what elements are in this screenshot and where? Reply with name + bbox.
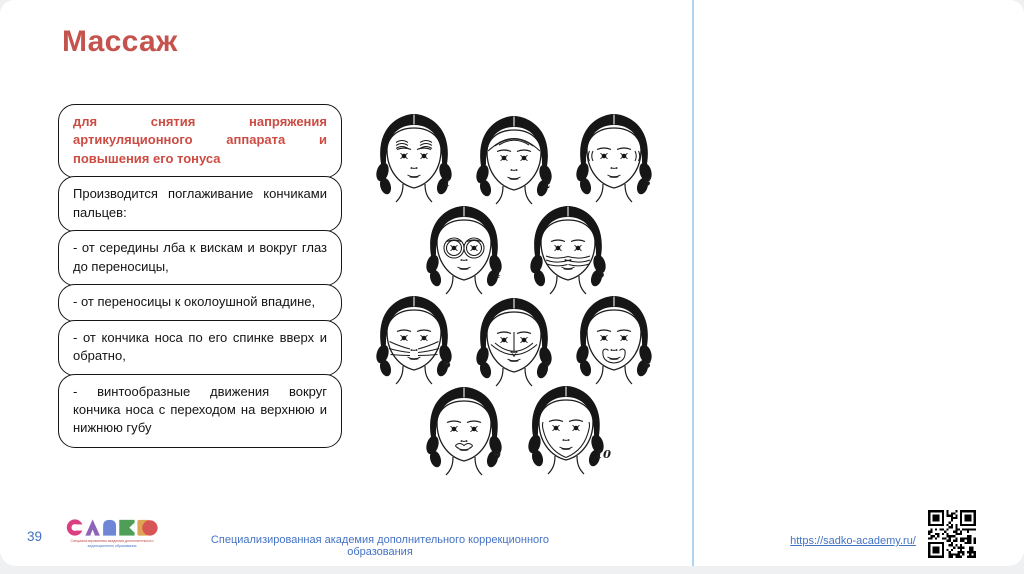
face-number: 10 — [595, 447, 612, 461]
face-illustration-7 — [472, 296, 556, 390]
girl-face-icon — [422, 204, 506, 298]
face-illustration-2 — [472, 114, 556, 208]
qr-code-icon — [927, 509, 977, 559]
girl-face-icon — [472, 114, 556, 208]
face-number: 4 — [493, 267, 502, 281]
face-number: 6 — [443, 357, 452, 371]
logo-caption-line1: Специализированная академия дополнительного — [70, 539, 154, 543]
instruction-box: - от переносицы к околоушной впадине, — [58, 284, 342, 321]
face-number: 9 — [493, 448, 502, 462]
sadko-logo — [64, 517, 160, 549]
girl-face-icon — [572, 294, 656, 388]
vertical-divider — [692, 0, 694, 566]
organization-name: Специализированная академия дополнительного коррекционного образования — [210, 534, 550, 558]
girl-face-icon — [526, 204, 610, 298]
face-number: 8 — [643, 357, 652, 371]
page-number: 39 — [27, 529, 43, 544]
face-number: 7 — [543, 359, 552, 373]
face-number: 3 — [643, 175, 652, 189]
qr-code — [927, 509, 977, 559]
girl-face-icon — [372, 294, 456, 388]
page-title: Массаж — [62, 25, 178, 58]
girl-face-icon — [524, 384, 608, 478]
face-illustration-9 — [422, 385, 506, 479]
face-number: 1 — [443, 175, 452, 189]
instruction-boxes — [58, 106, 342, 448]
instruction-box: - от середины лба к вискам и вокруг глаз до переносицы, — [58, 230, 342, 286]
girl-face-icon — [572, 112, 656, 206]
face-number: 2 — [543, 177, 552, 191]
face-illustration-5 — [526, 204, 610, 298]
girl-face-icon — [422, 385, 506, 479]
massage-faces-figure — [372, 96, 712, 496]
face-illustration-3 — [572, 112, 656, 206]
girl-face-icon — [372, 112, 456, 206]
instruction-box: - винтообразные движения вокруг кончика носа с переходом на верхнюю и нижнюю губу — [58, 374, 342, 448]
face-illustration-10 — [524, 384, 612, 478]
site-link[interactable]: https://sadko-academy.ru/ — [790, 535, 916, 547]
sadko-logo-icon — [66, 517, 158, 538]
face-illustration-6 — [372, 294, 456, 388]
instruction-box: - от кончика носа по его спинке вверх и обратно, — [58, 320, 342, 376]
face-illustration-1 — [372, 112, 456, 206]
girl-face-icon — [472, 296, 556, 390]
instruction-box: для снятия напряжения артикуляционного аппарата и повышения его тонуса — [58, 104, 342, 178]
instruction-box: Производится поглаживание кончиками пальцев: — [58, 176, 342, 232]
face-illustration-8 — [572, 294, 656, 388]
face-number: 5 — [597, 267, 606, 281]
face-illustration-4 — [422, 204, 506, 298]
logo-caption-line2: коррекционного образования — [87, 544, 137, 549]
